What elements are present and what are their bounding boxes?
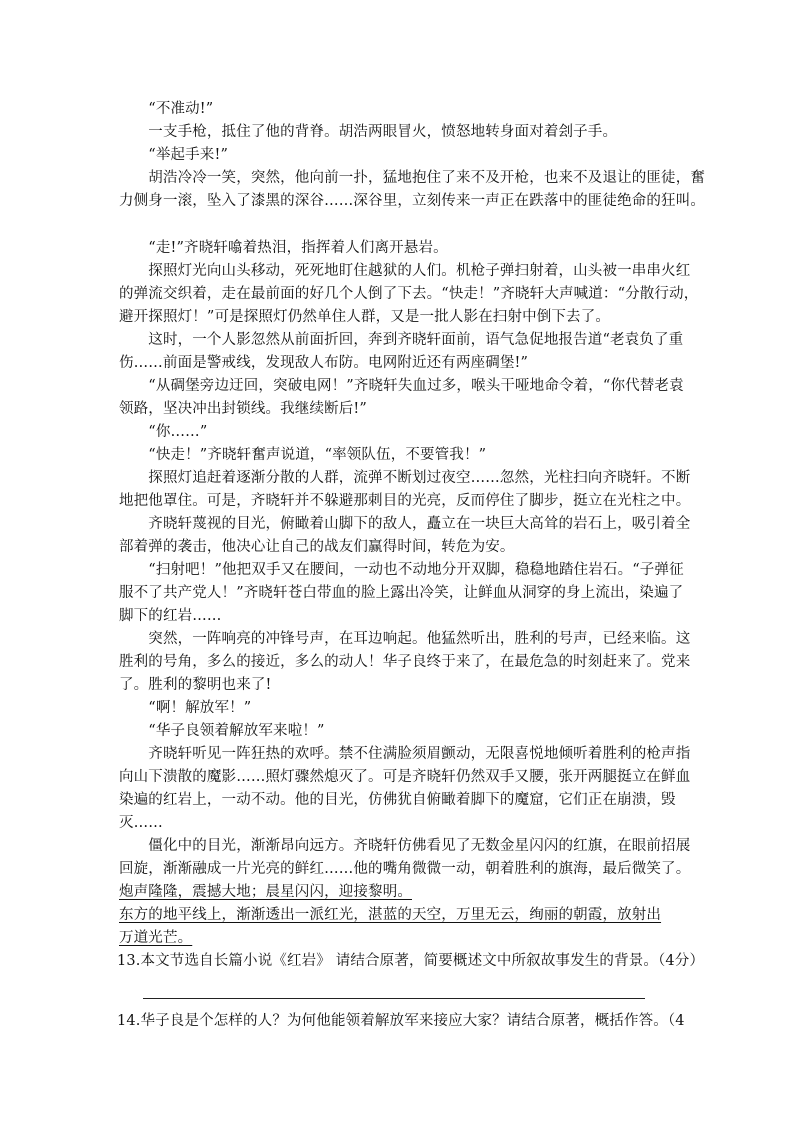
passage-line: “不准动!” bbox=[119, 101, 214, 117]
passage-line: 回旋，渐渐融成一片光亮的鲜红……他的嘴角微微一动，朝着胜利的旗海，最后微笑了。 bbox=[119, 861, 691, 877]
answer-line bbox=[143, 998, 645, 999]
question-13: 13.本文节选自长篇小说《红岩》 请结合原著，简要概述文中所叙故事发生的背景。（4分） bbox=[117, 953, 705, 969]
passage-line: “华子良领着解放军来啦！” bbox=[119, 723, 325, 739]
underlined-passage-line: 炮声隆隆，震撼大地；晨星闪闪，迎接黎明。 bbox=[119, 884, 412, 900]
passage-line: 避开探照灯！”可是探照灯仍然单住人群，又是一批人影在扫射中倒下去了。 bbox=[119, 309, 611, 325]
passage-line: 僵化中的目光，渐渐昂向远方。齐晓轩仿佛看见了无数金星闪闪的红旗，在眼前招展 bbox=[119, 838, 691, 854]
passage-line: 齐晓轩听见一阵狂热的欢呼。禁不住满脸须眉颤动，无限喜悦地倾听着胜利的枪声指 bbox=[119, 746, 691, 762]
passage-line: 探照灯光向山头移动，死死地盯住越狱的人们。机枪子弹扫射着，山头被一串串火红 bbox=[119, 263, 691, 279]
passage-line: “举起手来!” bbox=[119, 147, 229, 163]
underlined-passage-line: 东方的地平线上，渐渐透出一派红光，湛蓝的天空，万里无云，绚丽的朝霞，放射出 bbox=[119, 907, 662, 923]
passage-line: 领路，坚决冲出封锁线。我继续断后!” bbox=[119, 401, 367, 417]
passage-line: 了。胜利的黎明也来了! bbox=[119, 677, 272, 693]
passage-line: 胡浩冷冷一笑，突然，他向前一扑，猛地抱住了来不及开枪，也来不及退让的匪徒，奮 bbox=[119, 170, 705, 186]
passage-line: 探照灯追赶着逐渐分散的人群，流弹不断划过夜空……忽然，光柱扫向齐晓轩。不断 bbox=[119, 470, 691, 486]
passage-line: 力侧身一滚，坠入了漆黑的深谷……深谷里，立刻传来一声正在跌落中的匪徒绝命的狂叫。 bbox=[119, 193, 705, 209]
passage-line: 一支手枪，抵住了他的背脊。胡浩两眼冒火，愤怒地转身面对着刽子手。 bbox=[119, 124, 618, 140]
passage-line: 胜利的号角，多么的接近，多么的动人！华子良终于来了，在最危急的时刻赶来了。党来 bbox=[119, 654, 691, 670]
passage-line: 灭…… bbox=[119, 815, 163, 831]
passage-line: 向山下溃散的魔影……照灯骤然熄灭了。可是齐晓轩仍然双手又腰，张开两腿挺立在鲜血 bbox=[119, 769, 691, 785]
passage-line: “扫射吧！”他把双手又在腰间，一动也不动地分开双脚，稳稳地踏住岩石。“子弹征 bbox=[119, 562, 684, 578]
underlined-passage-line: 万道光芒。 bbox=[119, 930, 193, 946]
passage-line: “啊！解放军！” bbox=[119, 700, 252, 716]
passage-line: 突然，一阵响亮的冲锋号声，在耳边响起。他猛然听出，胜利的号声，已经来临。这 bbox=[119, 631, 691, 647]
passage-line: “快走！”齐晓轩奮声说道，“率领队伍，不要管我！” bbox=[119, 447, 487, 463]
passage-line: 的弹流交织着，走在最前面的好几个人倒了下去。“快走！”齐晓轩大声喊道：“分散行动， bbox=[119, 286, 699, 302]
passage-line: 脚下的红岩…… bbox=[119, 608, 222, 624]
question-14: 14.华子良是个怎样的人？为何他能领着解放军来接应大家？请结合原著，概括作答。（4 bbox=[117, 1013, 685, 1029]
passage-line: 染遍的红岩上，一动不动。他的目光，仿佛犹自俯瞰着脚下的魔窟，它们正在崩溃，毁 bbox=[119, 792, 676, 808]
passage-line: 这时，一个人影忽然从前面折回，奔到齐晓轩面前，语气急促地报告道“老袁负了重 bbox=[119, 332, 684, 348]
passage-line: 部着弹的袭击，他决心让自己的战友们赢得时间，转危为安。 bbox=[119, 539, 515, 555]
passage-line: 齐晓轩蔑视的目光，俯瞰着山脚下的敌人，矗立在一块巨大高耸的岩石上，吸引着全 bbox=[119, 516, 691, 532]
passage-line: 地把他罩住。可是，齐晓轩并不躲避那刺目的光亮，反而停住了脚步，挺立在光柱之中。 bbox=[119, 493, 691, 509]
passage-line: “走!”齐晓轩噏着热泪，指挥着人们离开悬岩。 bbox=[119, 240, 448, 256]
passage-line: “你……” bbox=[119, 424, 208, 440]
passage-line: 伤……前面是警戒线，发现敌人布防。电网附近还有两座碉堡!” bbox=[119, 355, 529, 371]
passage-line: 服不了共产党人！”齐晓轩苍白带血的脸上露出冷笑，让鲜血从洞穿的身上流出，染遍了 bbox=[119, 585, 684, 601]
passage-line: “从碉堡旁边迂回，突破电网！”齐晓轩失血过多，喉头干哑地命令着，“你代替老袁 bbox=[119, 378, 684, 394]
